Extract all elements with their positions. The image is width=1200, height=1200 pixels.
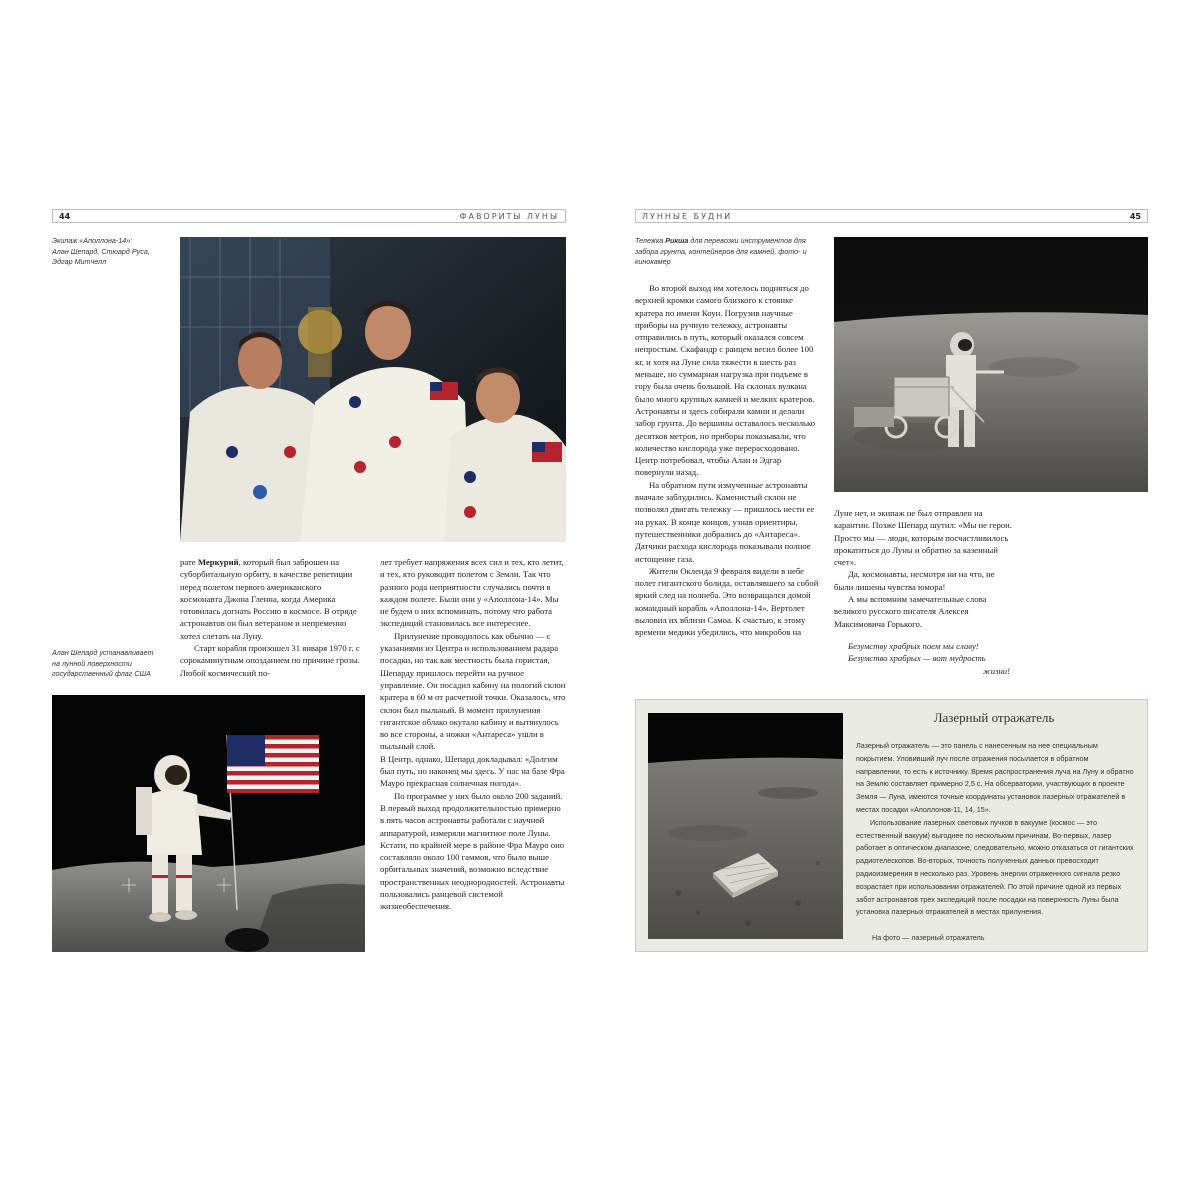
poem-line: жизни! [982, 665, 1010, 676]
caption-rikshaw [635, 236, 815, 268]
crew-photo [180, 237, 566, 542]
paragraph: В Центр, однако, Шепард докладывал: «Долгим был путь, но наконец мы здесь. У нас на базе Фра Мауро прекрасная солнечная погода». [380, 753, 565, 789]
sidebar-body [856, 740, 1136, 919]
text-run: , который был заброшен на суборбитальную орбиту, в качестве репетиции перед полетом первого американского космонавта Джона Гленна, когда Америка готовилась догнать Россию в космосе. В отряде астронавтов он был ветераном и непременно хотел слетать на Луну. [180, 557, 357, 641]
right-column-2 [834, 507, 1014, 677]
poem-line: Безумство храбрых — вот мудрость [848, 653, 986, 664]
caption-crew [52, 236, 172, 268]
caption-line: Экипаж «Аполлона-14»: [52, 236, 133, 245]
sidebar-title: Лазерный отражатель [933, 710, 1055, 725]
text-run: Тележка [635, 236, 664, 245]
page-number: 44 [59, 211, 71, 221]
text-run: рате [180, 557, 196, 567]
left-column-1 [180, 556, 365, 679]
caption-line: Эдгар Митчелл [52, 257, 107, 266]
caption-line: Алан Шепард устанавливает [52, 648, 154, 657]
poem-line: Безумству храбрых поем мы славу! [848, 640, 979, 651]
paragraph: Да, космонавты, несмотря ни на что, не были лишены чувства юмора! [834, 569, 995, 592]
caption-flag [52, 648, 172, 680]
sidebar-photo-caption: На фото — лазерный отражатель [872, 933, 985, 942]
left-running-header [52, 209, 566, 223]
reflector-photo [648, 713, 843, 939]
cart-photo [834, 237, 1148, 492]
paragraph [180, 556, 365, 642]
caption-line: государственный флаг США [52, 669, 151, 678]
paragraph: Старт корабля произошел 31 января 1970 г. с сорокаминутным опозданием по причине грозы. Любой космический по- [180, 643, 360, 678]
paragraph: Жители Окленда 9 февраля видели в небе полет гигантского болида, оставлявшего за собой яркий след на полнеба. Это возвращался домой командный корабль «Аполлона-14». Вертолет выловил их вблизи Самоа. К счастью, к этому времени медики убедились, что микробов на [635, 565, 819, 638]
paragraph: По программе у них было около 200 заданий. В первый выход продолжительностью примерно в пять часов астронавты работали с научной аппаратурой, измеряли магнитное поле Луны. Кстати, по крайней мере в районе Фра Мауро оно составляло около 100 гаммов, что было выше орбитальных значений, возможно вследствие пространственных неоднородностей. Астронавты пользовались ранцевой системой жизнеобеспечения. [380, 790, 565, 912]
left-column-2 [380, 556, 566, 913]
text-run: для перевозки инструментов для забора грунта, контейнеров для камней, фото- и кинокамер [635, 236, 807, 266]
running-title: ЛУННЫЕ БУДНИ [642, 211, 733, 221]
paragraph: Во второй выход им хотелось подняться до верхней кромки самого близкого к стоянке кратера по имени Коун. Погрузив научные приборы на ручную тележку, астронавты отправились в путь, который оказался совсем непростым. Скафандр с ранцем весил более 100 кг, и хотя на Луне сила тяжести в шесть раз меньше, но суммарная нагрузка при подъеме в гору была очень большой. На склонах вулкана было много крупных камней и мелких кратеров. Астронавты и здесь собирали камни и делали забор грунта. До вершины оставалось несколько десятков метров, но приборы показывали, что количество кислорода уже перерасходовано. Центр потребовал, чтобы Алан и Эдгар повернули назад. [635, 283, 816, 478]
poem [834, 640, 1014, 677]
paragraph: А мы вспомним замечательные слова великого русского писателя Алексея Максимовича Горького. [834, 594, 987, 629]
flag-photo [52, 695, 365, 952]
paragraph: Использование лазерных световых пучков в вакууме (космос — это естественный вакуум) выгоднее по нескольким причинам. Во-первых, лазер работает в оптическом диапазоне, следовательно, можно отказаться от гигантских радиотелескопов. Во-вторых, точность полученных данных превосходит радиоизмерения в несколько раз. Уровень энергии отраженного сигнала резко возрастает при использовании отражателей. По этой причине одной из первых забот астронавтов трех экспедиций после посадки на поверхность Луны была установка лазерных отражателей в местах прилунения. [856, 817, 1134, 917]
caption-line: Алан Шепард, Стюард Руса, [52, 246, 150, 256]
right-column-1 [635, 282, 821, 639]
bold-term: Рикша [665, 236, 689, 245]
right-running-header [635, 209, 1148, 223]
paragraph: Лазерный отражатель — это панель с нанесенным на нее специальным покрытием. Уловивший луч после отражения посылается в обратном направлении, то есть к источнику. Время распространения луча на Луну и обратно на Землю составляет примерно 2,5 с. На обсерватории, участвующих в проекте Земля — Луна, имеются точные координаты установок лазерных отражателей в местах посадки «Аполлонов-11, 14, 15». [856, 741, 1134, 814]
paragraph: лет требует напряжения всех сил и тех, кто летит, и тех, кто руководит полетом с Земли. Так что разного рода неприятности случались почти в каждом полете. Были они у «Аполлона-14». Мы не будем о них вспоминать, потому что работа экспедиций становилась все интереснее. [380, 557, 564, 629]
page-number: 45 [1129, 211, 1141, 221]
paragraph: На обратном пути измученные астронавты вначале заблудились. Каменистый склон не позволял двигать тележку — пришлось нести ее на руках. В конце концов, узнав ориентиры, путешественники добрались до «Антареса». Датчики расхода кислорода показывали полное истощение газа. [635, 479, 815, 564]
paragraph: Луне нет, и экипаж не был отправлен на карантин. Позже Шепард шутил: «Мы не герои. Просто мы — люди, которым посчастливилось прокатиться до Луны и обратно за казенный счет». [834, 508, 1012, 568]
bold-term: Меркурий [197, 557, 239, 567]
caption-line: на лунной поверхности [52, 658, 132, 668]
paragraph: Прилунение проводилось как обычно — с указаниями из Центра и использованием радара посадки, но так как местность была гористая, Шепарду пришлось перейти на ручное управление. Он посадил кабину на пологий склон кратера в 60 м от расчетной точки. Оказалось, что склон был пыльный. В момент прилунения гигантское облако окутало кабину и вытянулось во все стороны, а ножки «Антареса» ушли в пыльный слой. [380, 630, 566, 752]
laser-reflector-sidebar [635, 699, 1148, 952]
running-title: ФАВОРИТЫ ЛУНЫ [459, 211, 559, 221]
